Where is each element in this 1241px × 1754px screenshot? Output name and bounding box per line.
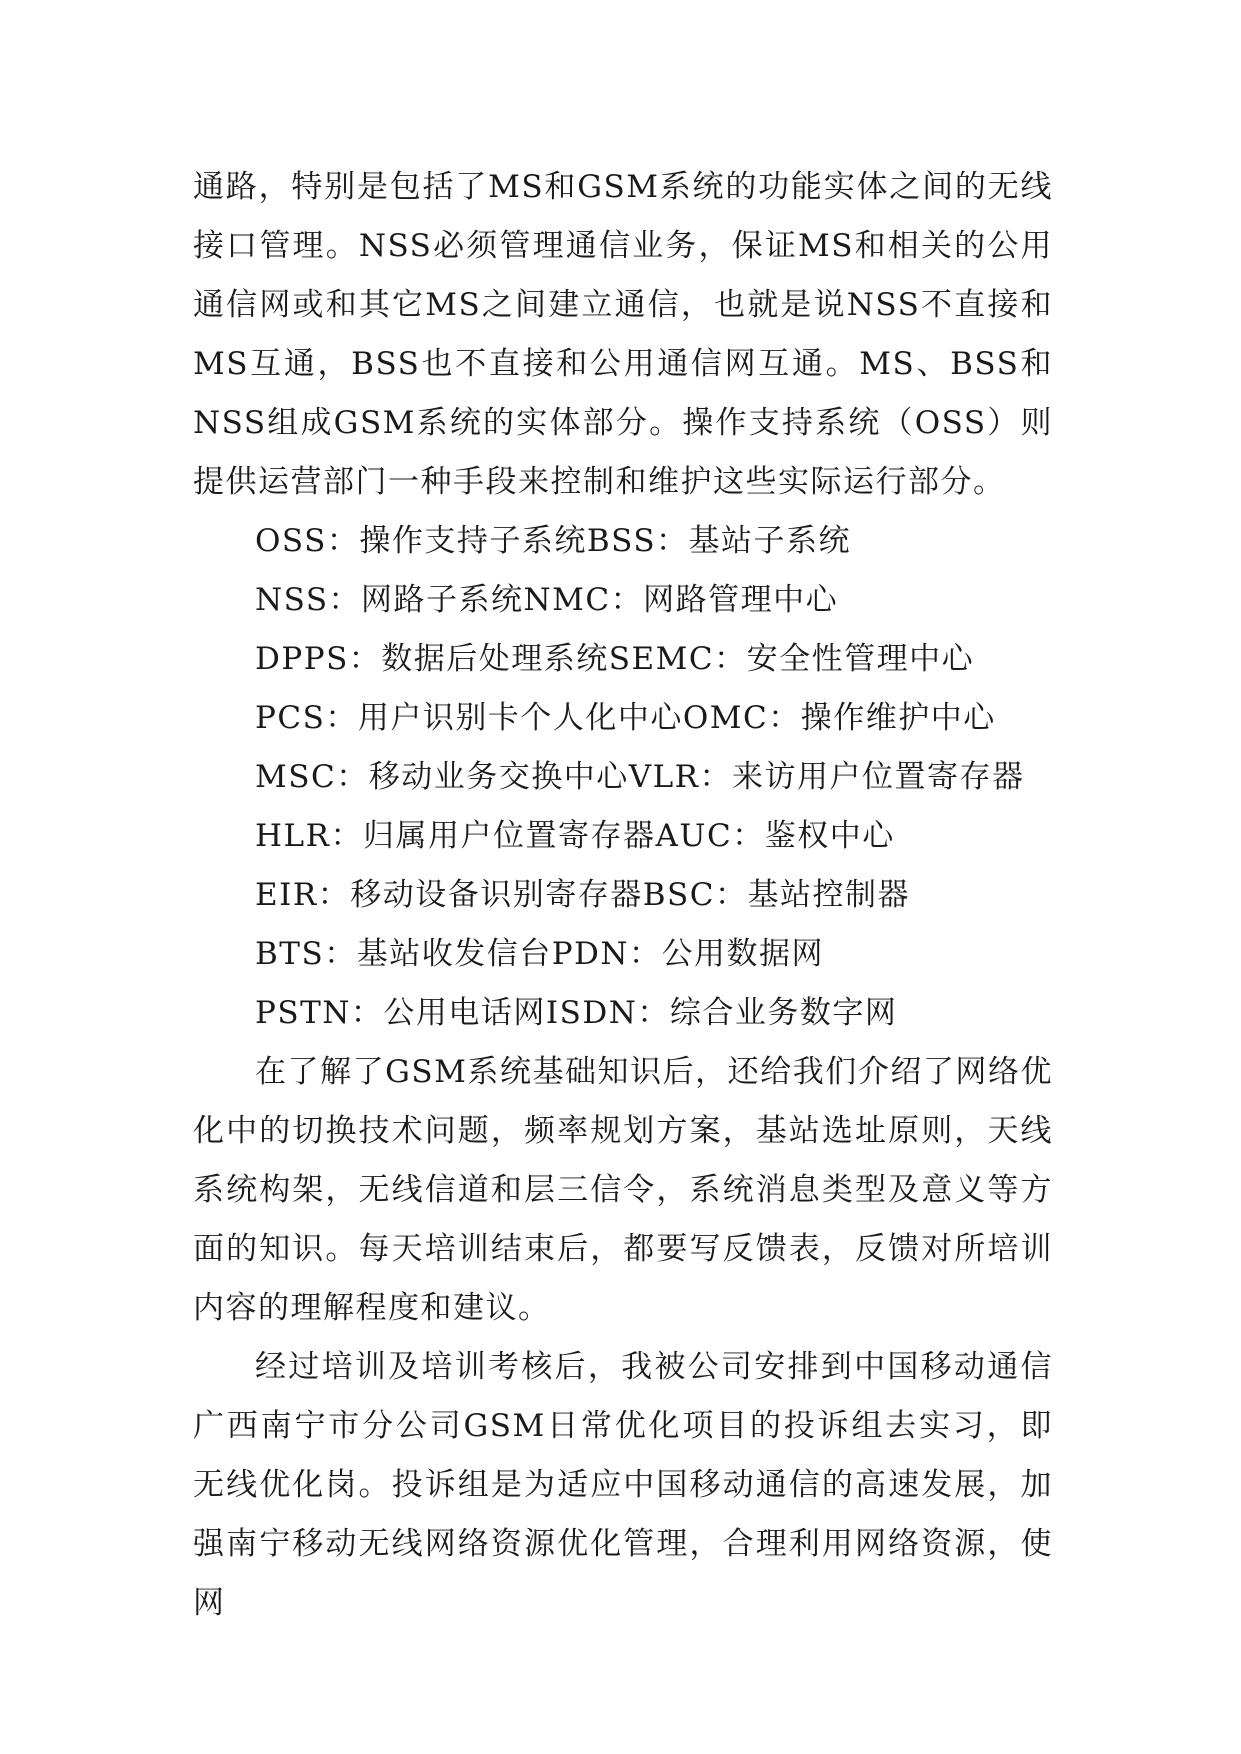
- paragraph-1: 通路，特别是包括了MS和GSM系统的功能实体之间的无线接口管理。NSS必须管理通信业务，保证MS和相关的公用通信网或和其它MS之间建立通信，也就是说NSS不直接和MS互通，BSS也不直接和公用通信网互通。MS、BSS和NSS组成GSM系统的实体部分。操作支持系统（OSS）则提供运营部门一种手段来控制和维护这些实际运行部分。: [193, 169, 1053, 500]
- abbreviation-line-eir: EIR：移动设备识别寄存器BSC：基站控制器: [255, 877, 910, 913]
- abbreviation-line-pcs: PCS：用户识别卡个人化中心OMC：操作维护中心: [255, 700, 996, 736]
- paragraph-2: 在了解了GSM系统基础知识后，还给我们介绍了网络优化中的切换技术问题，频率规划方案，基站选址原则，天线系统构架，无线信道和层三信令，系统消息类型及意义等方面的知识。每天培训结束后，都要写反馈表，反馈对所培训内容的理解程度和建议。: [193, 1054, 1053, 1326]
- abbreviation-line-msc: MSC：移动业务交换中心VLR：来访用户位置寄存器: [255, 759, 1025, 795]
- abbreviation-line-pstn: PSTN：公用电话网ISDN：综合业务数字网: [255, 995, 898, 1031]
- abbreviation-line-nss: NSS：网路子系统NMC：网路管理中心: [255, 582, 839, 618]
- abbreviation-line-oss: OSS：操作支持子系统BSS：基站子系统: [255, 523, 852, 559]
- document-body: [193, 158, 1053, 1633]
- abbreviation-line-dpps: DPPS：数据后处理系统SEMC：安全性管理中心: [255, 641, 975, 677]
- abbreviation-line-bts: BTS：基站收发信台PDN：公用数据网: [255, 936, 825, 972]
- abbreviation-line-hlr: HLR：归属用户位置寄存器AUC：鉴权中心: [255, 818, 895, 854]
- paragraph-3: 经过培训及培训考核后，我被公司安排到中国移动通信广西南宁市分公司GSM日常优化项目的投诉组去实习，即无线优化岗。投诉组是为适应中国移动通信的高速发展，加强南宁移动无线网络资源优化管理，合理利用网络资源，使网: [193, 1349, 1053, 1621]
